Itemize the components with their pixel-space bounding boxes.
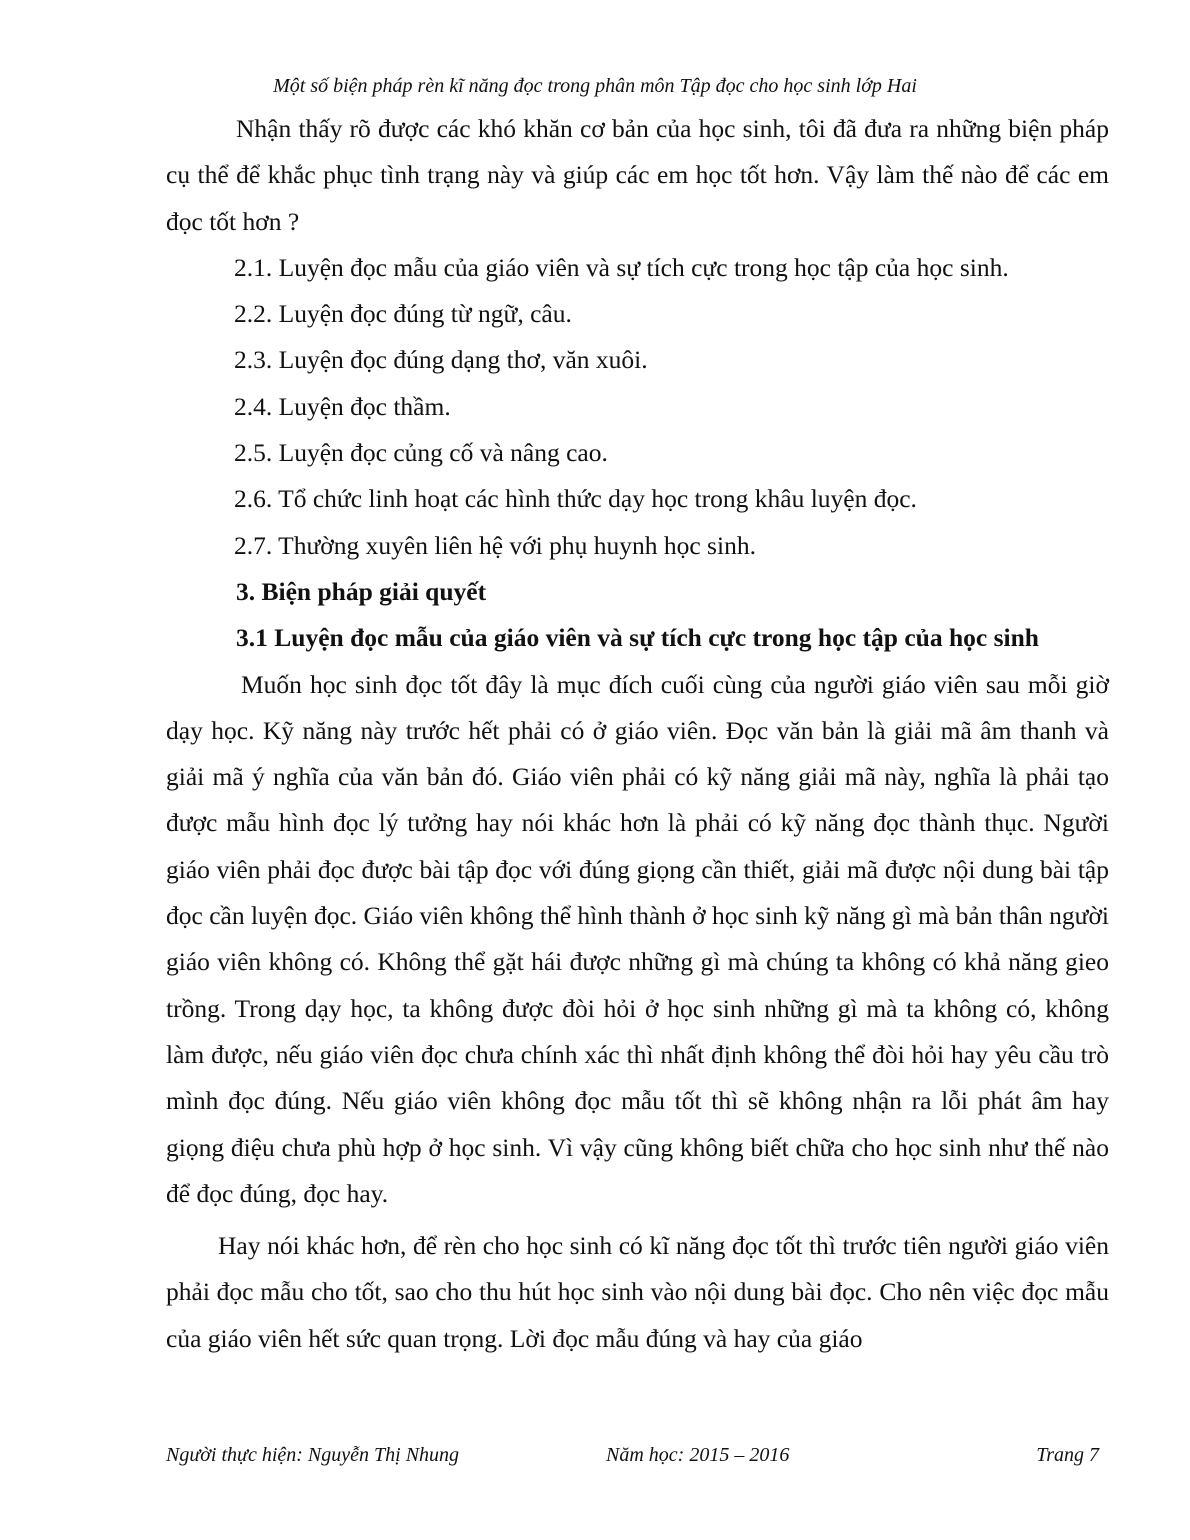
footer-page-number: Trang 7 bbox=[1036, 1444, 1099, 1466]
intro-paragraph: Nhận thấy rõ được các khó khăn cơ bản của học sinh, tôi đã đưa ra những biện pháp cụ thể để khắc phục tình trạng này và giúp các em học tốt hơn. Vậy làm thế nào để các em đọc tốt hơn ? bbox=[166, 114, 1109, 236]
measure-item: 2.4. Luyện đọc thầm. bbox=[234, 391, 451, 421]
measure-item: 2.3. Luyện đọc đúng dạng thơ, văn xuôi. bbox=[234, 345, 648, 375]
footer-school-year: Năm học: 2015 – 2016 bbox=[606, 1444, 790, 1466]
measure-item: 2.5. Luyện đọc củng cố và nâng cao. bbox=[234, 438, 608, 468]
subsection-heading: 3.1 Luyện đọc mẫu của giáo viên và sự tích cực trong học tập của học sinh bbox=[236, 623, 1039, 653]
page-footer bbox=[166, 1440, 1109, 1470]
body-paragraph-1: Muốn học sinh đọc tốt đây là mục đích cuối cùng của người giáo viên sau mỗi giờ dạy học. Kỹ năng này trước hết phải có ở giáo viên. Đọc văn bản là giải mã âm thanh và giải mã ý nghĩa của văn bản đó. Giáo viên phải có kỹ năng giải mã này, nghĩa là phải tạo được mẫu hình đọc lý tưởng hay nói khác hơn là phải có kỹ năng đọc thành thục. Người giáo viên phải đọc được bài tập đọc với đúng giọng cần thiết, giải mã được nội dung bài tập đọc cần luyện đọc. Giáo viên không thể hình thành ở học sinh kỹ năng gì mà bản thân người giáo viên không có. Không thể gặt hái được những gì mà chúng ta không có khả năng gieo trồng. Trong dạy học, ta không được đòi hỏi ở học sinh những gì mà ta không có, không làm được, nếu giáo viên đọc chưa chính xác thì nhất định không thể đòi hỏi hay yêu cầu trò mình đọc đúng. Nếu giáo viên không đọc mẫu tốt thì sẽ không nhận ra lỗi phát âm hay giọng điệu chưa phù hợp ở học sinh. Vì vậy cũng không biết chữa cho học sinh như thế nào để đọc đúng, đọc hay. bbox=[166, 669, 1110, 1208]
running-header: Một số biện pháp rèn kĩ năng đọc trong phân môn Tập đọc cho học sinh lớp Hai bbox=[273, 75, 917, 97]
measure-item: 2.6. Tổ chức linh hoạt các hình thức dạy học trong khâu luyện đọc. bbox=[234, 484, 917, 514]
measure-item: 2.1. Luyện đọc mẫu của giáo viên và sự tích cực trong học tập của học sinh. bbox=[234, 252, 1009, 282]
footer-author: Người thực hiện: Nguyễn Thị Nhung bbox=[166, 1444, 460, 1466]
page-body bbox=[166, 106, 1109, 1362]
measure-item: 2.2. Luyện đọc đúng từ ngữ, câu. bbox=[234, 299, 572, 329]
measure-item: 2.7. Thường xuyên liên hệ với phụ huynh học sinh. bbox=[234, 530, 756, 560]
body-paragraph-2: Hay nói khác hơn, để rèn cho học sinh có kĩ năng đọc tốt thì trước tiên người giáo viên phải đọc mẫu cho tốt, sao cho thu hút học sinh vào nội dung bài đọc. Cho nên việc đọc mẫu của giáo viên hết sức quan trọng. Lời đọc mẫu đúng và hay của giáo bbox=[166, 1231, 1109, 1353]
section-heading: 3. Biện pháp giải quyết bbox=[236, 576, 487, 606]
